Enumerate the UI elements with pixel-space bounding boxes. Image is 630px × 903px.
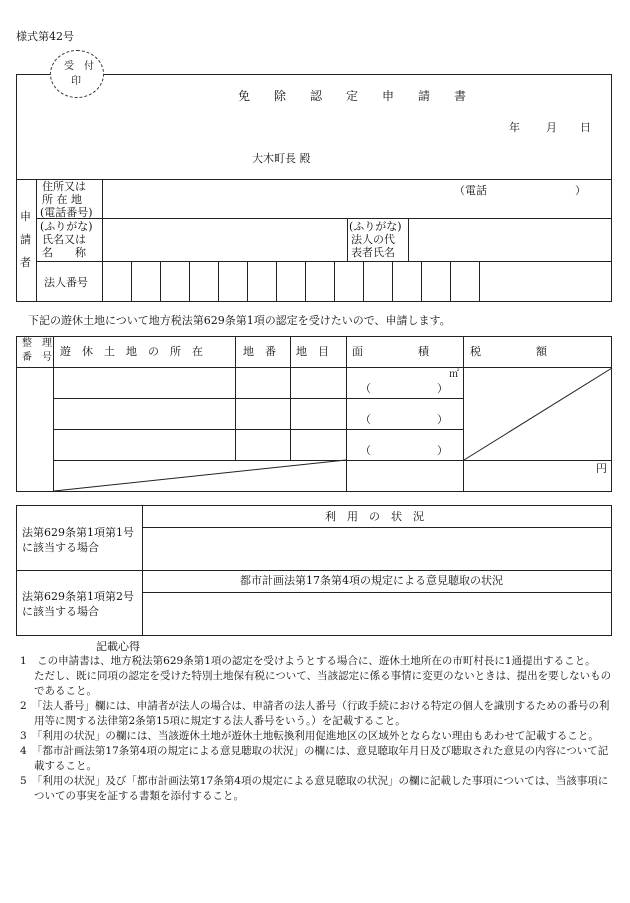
yen-unit: 円 xyxy=(596,462,607,475)
location-header: 遊 休 土 地 の 所 在 xyxy=(60,345,203,358)
rep-label-1: (ふりがな) xyxy=(349,220,402,233)
addressee: 大木町長 殿 xyxy=(252,152,311,165)
chiban-header: 地 番 xyxy=(243,345,276,358)
intro-text: 下記の遊休土地について地方税法第629条第1項の認定を受けたいので、申請します。 xyxy=(28,314,451,327)
seiri-label-1: 整 理 xyxy=(22,338,52,349)
corp-number-label: 法人番号 xyxy=(44,276,88,289)
applicant-char-2: 請 xyxy=(20,233,31,246)
note-4: 4 「都市計画法第17条第4項の規定による意見聴取の状況」の欄には、意見聴取年月日及び聴取された意見の内容について記載すること。 xyxy=(20,745,609,772)
address-label-2: 所 在 地 xyxy=(42,193,82,206)
rep-label-3: 表者氏名 xyxy=(351,246,395,259)
usage-title-rule-2 xyxy=(142,592,612,593)
tax-header: 税 額 xyxy=(470,345,547,358)
seiri-label-2: 番 号 xyxy=(22,352,52,363)
notes-title: 記載心得 xyxy=(96,640,140,653)
total-diagonal xyxy=(54,460,346,491)
notes-list xyxy=(20,654,616,804)
note-2: 2 「法人番号」欄には、申請者が法人の場合は、申請者の法人番号（行政手続における特定の個人を識別するための番号の利用等に関する法律第2条第15項に規定する法人番号をいう。）を記載すること。 xyxy=(20,700,610,727)
date-year: 年 xyxy=(509,121,520,134)
area-paren-1[interactable]: （ ） xyxy=(360,382,448,395)
note-3: 3 「利用の状況」の欄には、当該遊休土地が遊休土地転換利用促進地区の区域外とならない理由もあわせて記載すること。 xyxy=(20,730,599,742)
address-label-1: 住所又は xyxy=(42,180,86,193)
date-month: 月 xyxy=(546,121,557,134)
area-unit: ㎡ xyxy=(449,369,459,380)
area-header: 面 積 xyxy=(352,345,429,358)
tax-diagonal xyxy=(464,368,612,460)
area-paren-2[interactable]: （ ） xyxy=(360,413,448,426)
note-1-proviso: ただし、既に同項の認定を受けた特別土地保有税について、当該認定に係る事情に変更のないときは、提出を要しないものであること。 xyxy=(34,670,612,697)
note-5: 5 「利用の状況」及び「都市計画法第17条第4項の規定による意見聴取の状況」の欄に記載した事項については、当該事項についての事実を証する書類を添付すること。 xyxy=(20,775,609,802)
address-label-3: (電話番号) xyxy=(40,206,93,219)
usage-title-rule-1 xyxy=(142,527,612,528)
case2-label-2: に該当する場合 xyxy=(22,605,99,618)
case1-label-2: に該当する場合 xyxy=(22,541,99,554)
name-label-3: 名 称 xyxy=(42,246,86,259)
case2-title: 都市計画法第17条第4項の規定による意見聴取の状況 xyxy=(240,574,503,587)
stamp-line-1: 受 付 xyxy=(64,61,94,72)
page-title: 免 除 認 定 申 請 書 xyxy=(238,89,473,103)
chimoku-header: 地 目 xyxy=(296,345,329,358)
applicant-char-1: 申 xyxy=(20,210,31,223)
usage-row-rule xyxy=(16,570,612,571)
case1-title: 利 用 の 状 況 xyxy=(325,510,424,523)
case1-label-1: 法第629条第1項第1号 xyxy=(22,526,134,539)
name-label-1: (ふりがな) xyxy=(40,220,93,233)
date-day: 日 xyxy=(580,121,591,134)
stamp-line-2: 印 xyxy=(71,76,81,87)
case2-label-1: 法第629条第1項第2号 xyxy=(22,590,134,603)
applicant-char-3: 者 xyxy=(20,256,31,269)
note-1: 1 この申請書は、地方税法第629条第1項の認定を受けようとする場合に、遊休土地所在の市町村長に1通提出すること。 xyxy=(20,655,596,667)
phone-field[interactable]: （電話 ） xyxy=(454,184,586,197)
area-paren-3[interactable]: （ ） xyxy=(360,444,448,457)
rep-label-2: 法人の代 xyxy=(351,233,395,246)
name-label-2: 氏名又は xyxy=(42,233,86,246)
form-code: 様式第42号 xyxy=(16,30,74,43)
